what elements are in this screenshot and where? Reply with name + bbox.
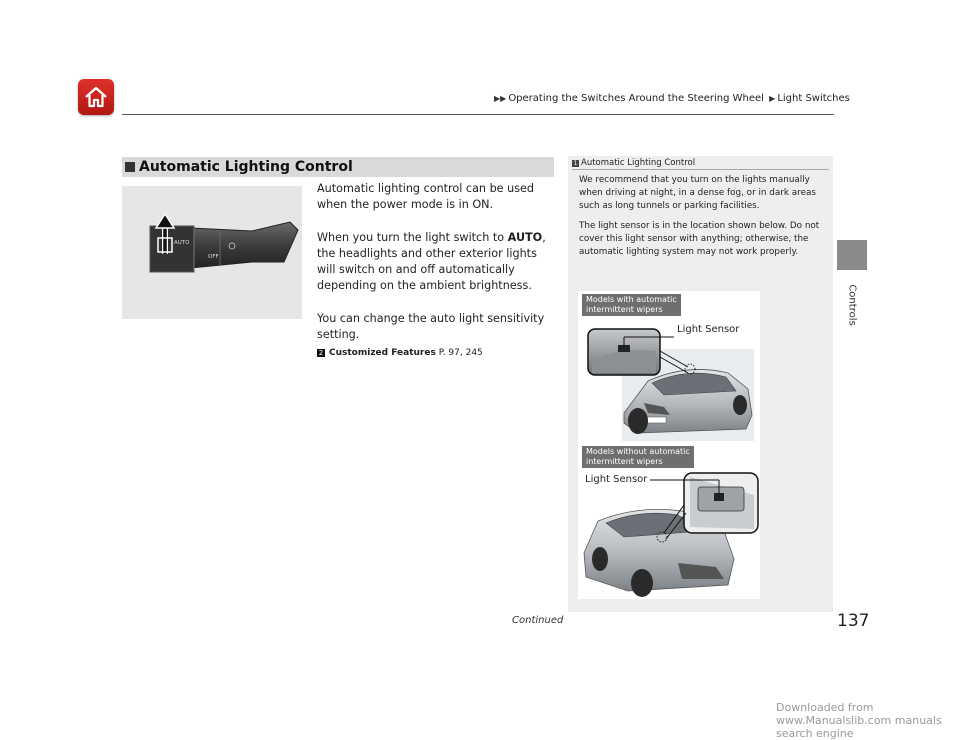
note-number-icon: 1 — [573, 160, 578, 167]
light-sensor-callout-lower: Light Sensor — [585, 474, 648, 485]
models-without-wipers-tag: Models without automatic intermittent wipers — [582, 446, 694, 468]
note-rule — [572, 169, 829, 170]
breadcrumb: ▶▶ Operating the Switches Around the Steering Wheel ▶ Light Switches — [494, 93, 850, 104]
chapter-tab[interactable] — [837, 240, 867, 270]
light-sensor-figure — [578, 291, 760, 599]
body-paragraph: You can change the auto light sensitivity setting. — [317, 311, 545, 342]
note-title: 1 Automatic Lighting Control — [573, 158, 696, 168]
light-sensor-callout-upper: Light Sensor — [677, 324, 740, 335]
section-title: Automatic Lighting Control — [139, 159, 353, 175]
lever-mark-auto: AUTO — [174, 240, 190, 246]
section-square-icon — [125, 162, 135, 172]
auto-keyword: AUTO — [507, 230, 543, 244]
continued-label: Continued — [512, 615, 564, 626]
section-header — [122, 157, 554, 177]
note-paragraph: The light sensor is in the location shown below. Do not cover this light sensor with anything; otherwise, the automatic lighting system may not work properly. — [579, 220, 820, 258]
note-paragraph: We recommend that you turn on the lights manually when driving at night, in a dense fog, or in dark areas such as long tunnels or parking facilities. — [579, 175, 816, 212]
page-number: 137 — [837, 611, 870, 631]
body-paragraph-auto: When you turn the light switch to AUTO, the headlights and other exterior lights will switch on and off automatically depending on the ambient brightness. — [317, 230, 546, 293]
models-with-wipers-tag: Models with automatic intermittent wipers — [582, 294, 681, 316]
site-watermark: Downloaded from www.Manualslib.com manuals search engine — [776, 701, 942, 740]
header-rule — [122, 114, 834, 115]
breadcrumb-item[interactable]: Operating the Switches Around the Steering Wheel — [508, 93, 764, 104]
cross-reference-label[interactable]: Customized Features — [329, 348, 436, 359]
home-icon[interactable] — [78, 79, 114, 115]
light-switch-figure — [122, 186, 302, 319]
cross-reference-icon: 2 — [318, 349, 324, 358]
cross-reference-pages[interactable]: P. 97, 245 — [438, 348, 483, 359]
lever-mark-off: OFF — [208, 254, 219, 260]
section-body — [317, 181, 553, 362]
note-body — [579, 174, 827, 265]
chapter-label[interactable]: Controls — [846, 284, 858, 326]
body-paragraph: Automatic lighting control can be used when the power mode is in ON. — [317, 182, 535, 212]
breadcrumb-item[interactable]: Light Switches — [777, 93, 850, 104]
cross-reference[interactable] — [317, 345, 553, 361]
